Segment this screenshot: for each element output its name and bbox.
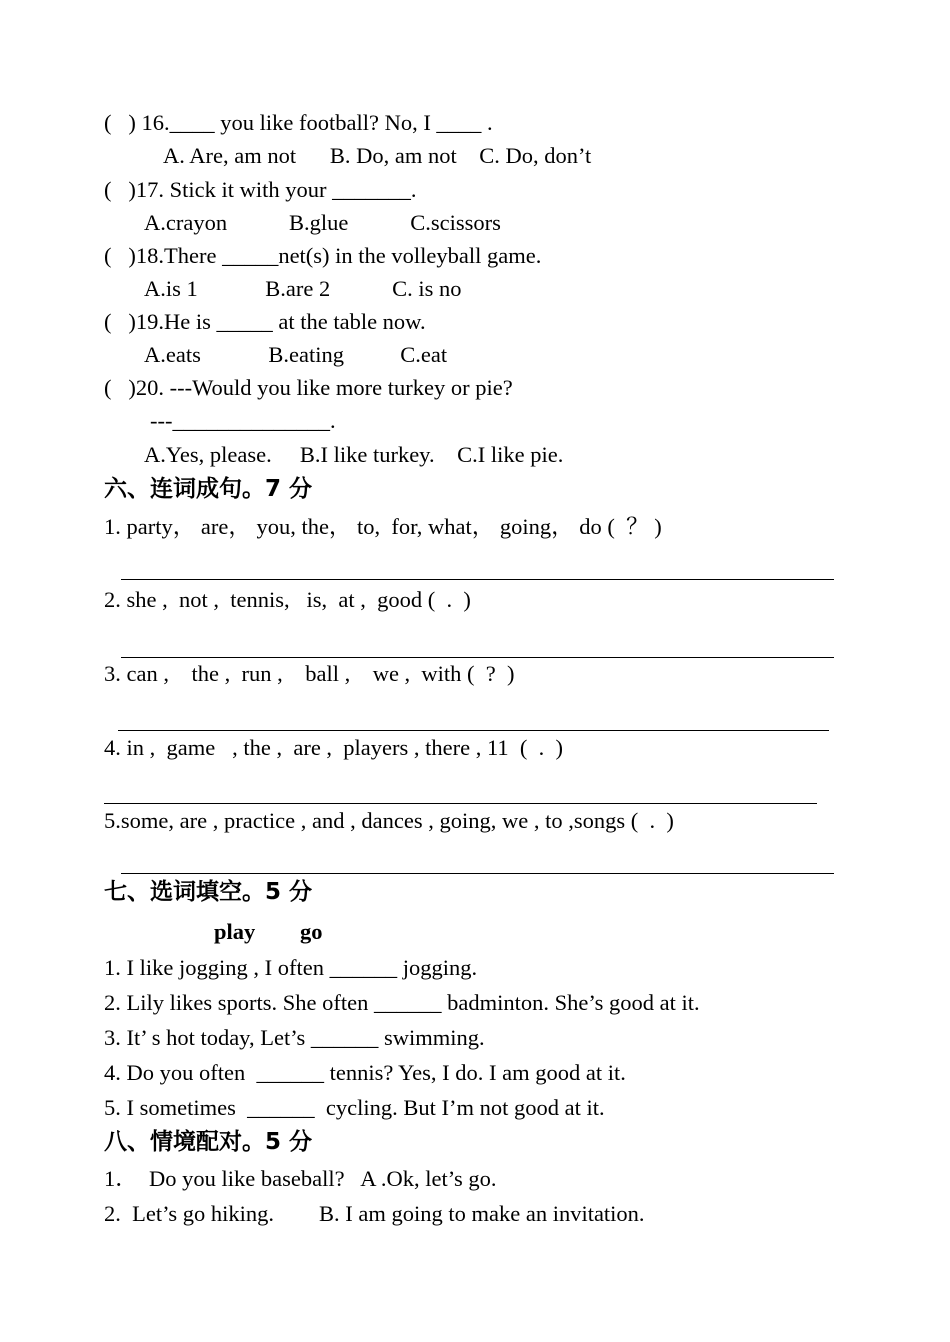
reorder-item-1: 1. party， are， you, the， to, for, what， going， do ( ？ ) <box>104 514 662 539</box>
question-17-stem: ( )17. Stick it with your _______. <box>104 177 417 202</box>
question-20-answer-line: ---______________. <box>150 408 336 433</box>
answer-line-4 <box>104 803 817 804</box>
reorder-item-4: 4. in , game , the , are , players , there , 11 ( . ) <box>104 735 564 760</box>
fill-item-1: 1. I like jogging , I often ______ jogging. <box>104 955 478 980</box>
question-16-stem: ( ) 16.____ you like football? No, I ____ . <box>104 110 493 135</box>
answer-line-2 <box>121 657 834 658</box>
reorder-item-2: 2. she , not , tennis, is, at , good ( . ) <box>104 587 471 612</box>
match-item-2: 2. Let’s go hiking. B. I am going to make an invitation. <box>104 1201 645 1226</box>
fill-item-4: 4. Do you often ______ tennis? Yes, I do. I am good at it. <box>104 1060 626 1085</box>
answer-line-3 <box>118 730 829 731</box>
fill-item-5: 5. I sometimes ______ cycling. But I’m not good at it. <box>104 1095 605 1120</box>
section-6-heading: 六、连词成句。7 分 <box>104 476 313 502</box>
question-18-stem: ( )18.There _____net(s) in the volleyball game. <box>104 243 542 268</box>
question-17-options: A.crayon B.glue C.scissors <box>144 210 501 235</box>
question-20-stem: ( )20. ---Would you like more turkey or pie? <box>104 375 513 400</box>
question-20-options: A.Yes, please. B.I like turkey. C.I like pie. <box>144 442 564 467</box>
match-item-1: 1． Do you like baseball? A .Ok, let’s go. <box>104 1166 497 1191</box>
fill-item-2: 2. Lily likes sports. She often ______ badminton. She’s good at it. <box>104 990 700 1015</box>
question-16-options: A. Are, am not B. Do, am not C. Do, don’t <box>163 143 592 168</box>
reorder-item-3: 3. can , the , run , ball , we , with ( ? ) <box>104 661 515 686</box>
section-7-heading: 七、选词填空。5 分 <box>104 879 313 905</box>
answer-line-5 <box>121 873 834 874</box>
fill-item-3: 3. It’ s hot today, Let’s ______ swimming. <box>104 1025 485 1050</box>
reorder-item-5: 5.some, are , practice , and , dances , going, we , to ,songs ( . ) <box>104 808 674 833</box>
question-18-options: A.is 1 B.are 2 C. is no <box>144 276 462 301</box>
question-19-options: A.eats B.eating C.eat <box>144 342 448 367</box>
section-8-heading: 八、情境配对。5 分 <box>104 1129 313 1155</box>
question-19-stem: ( )19.He is _____ at the table now. <box>104 309 426 334</box>
word-bank-play: play <box>214 919 256 944</box>
answer-line-1 <box>121 579 834 580</box>
word-bank-go: go <box>300 919 323 944</box>
